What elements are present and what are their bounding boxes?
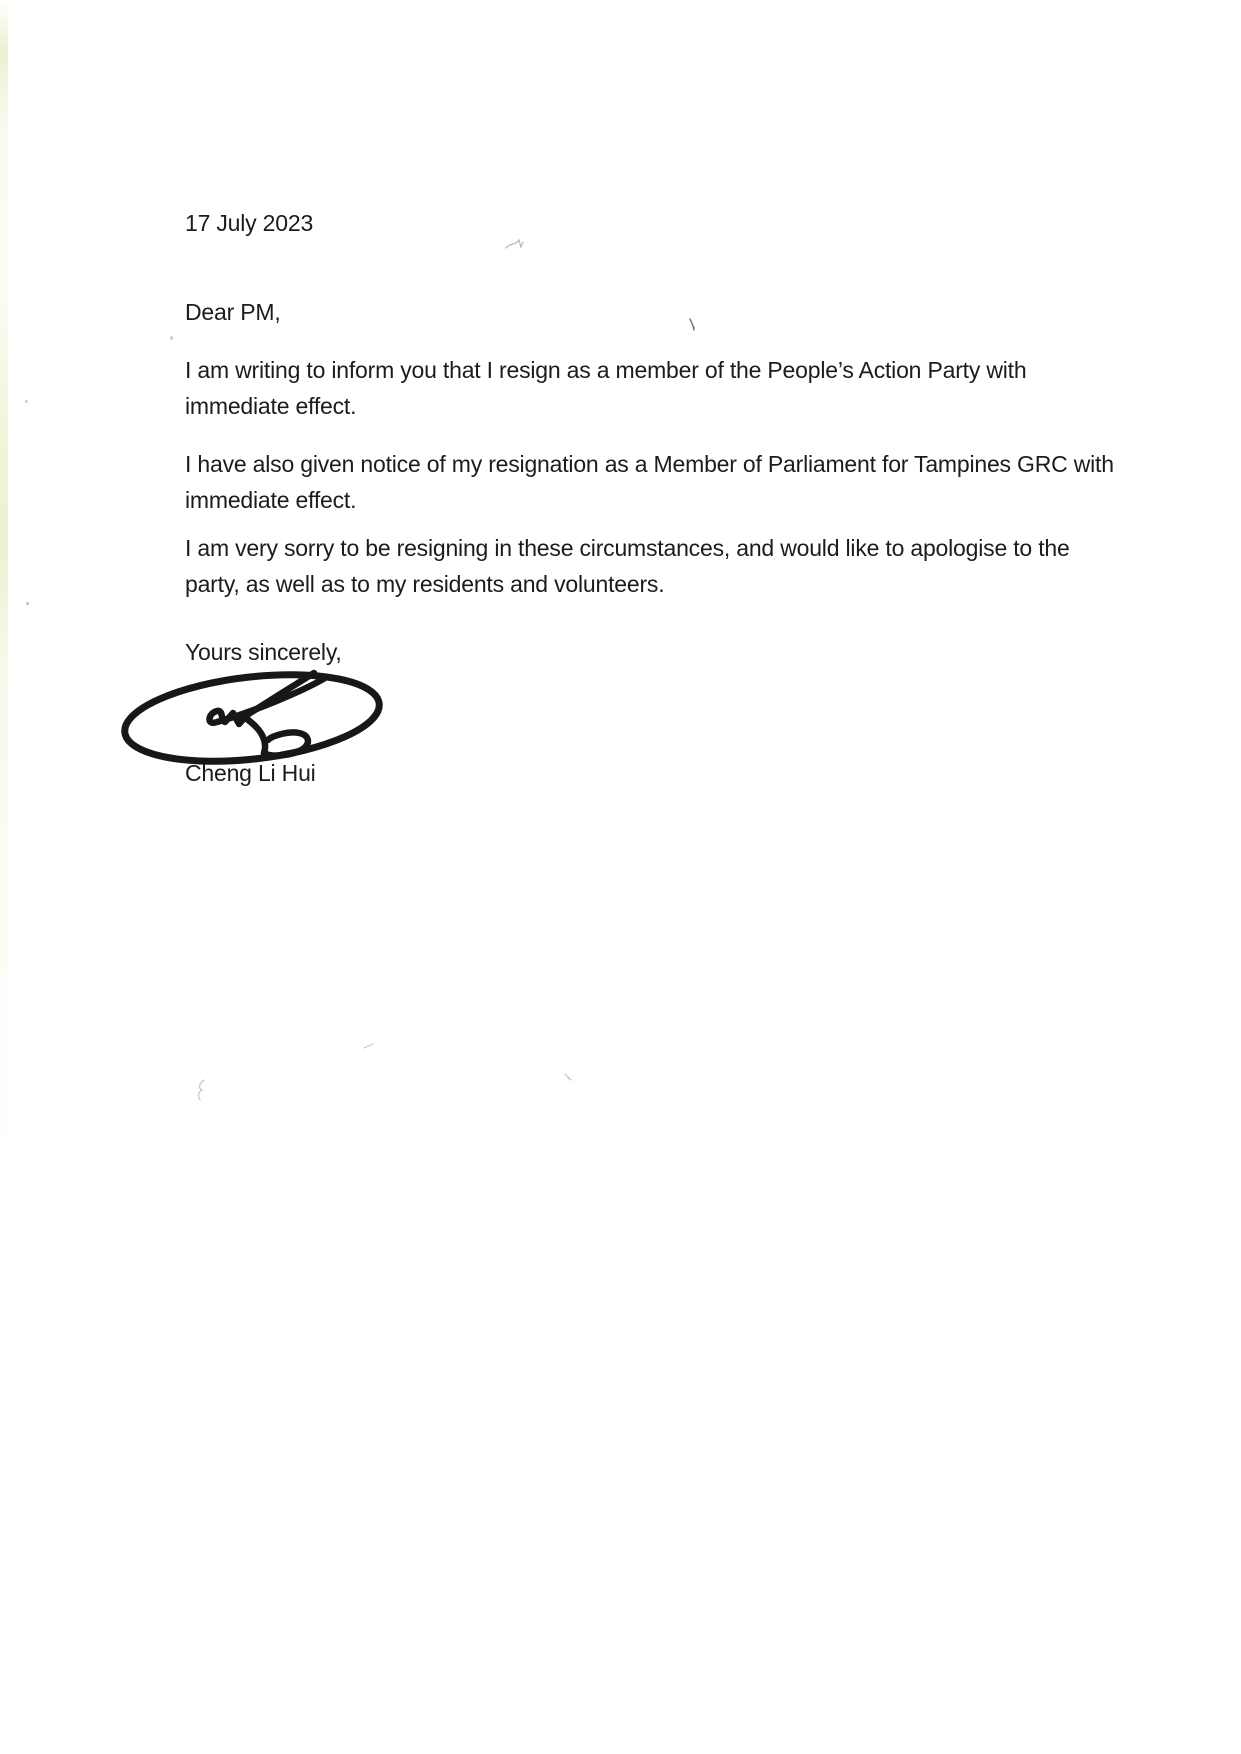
scan-zeta-mark	[195, 1078, 209, 1107]
scan-speck	[26, 602, 29, 605]
salutation: Dear PM,	[185, 299, 281, 325]
closing: Yours sincerely,	[185, 639, 342, 665]
handwritten-signature-icon	[121, 662, 387, 768]
paragraph-1-line-1: I am writing to inform you that I resign as a member of the People’s Action Party with	[185, 357, 1027, 383]
paragraph-1-line-2: immediate effect.	[185, 393, 357, 419]
scan-speck	[170, 336, 173, 340]
paragraph-1	[185, 352, 1026, 424]
paragraph-2-line-1: I have also given notice of my resignation as a Member of Parliament for Tampines GRC with	[185, 451, 1114, 477]
letter-date: 17 July 2023	[185, 210, 314, 236]
paragraph-3-line-2: party, as well as to my residents and volunteers.	[185, 571, 665, 597]
paragraph-2	[185, 446, 1114, 518]
scan-stray-mark	[688, 317, 698, 338]
scan-slash-mark	[363, 1037, 375, 1055]
scan-edge-artifact	[0, 0, 8, 1754]
paragraph-2-line-2: immediate effect.	[185, 487, 357, 513]
signer-name: Cheng Li Hui	[185, 760, 316, 786]
paragraph-3-line-1: I am very sorry to be resigning in these circumstances, and would like to apologise to the	[185, 535, 1070, 561]
scan-squiggle-artifact	[505, 237, 529, 256]
scan-speck	[563, 1069, 573, 1087]
scan-speck	[25, 400, 28, 403]
paragraph-3	[185, 530, 1070, 602]
